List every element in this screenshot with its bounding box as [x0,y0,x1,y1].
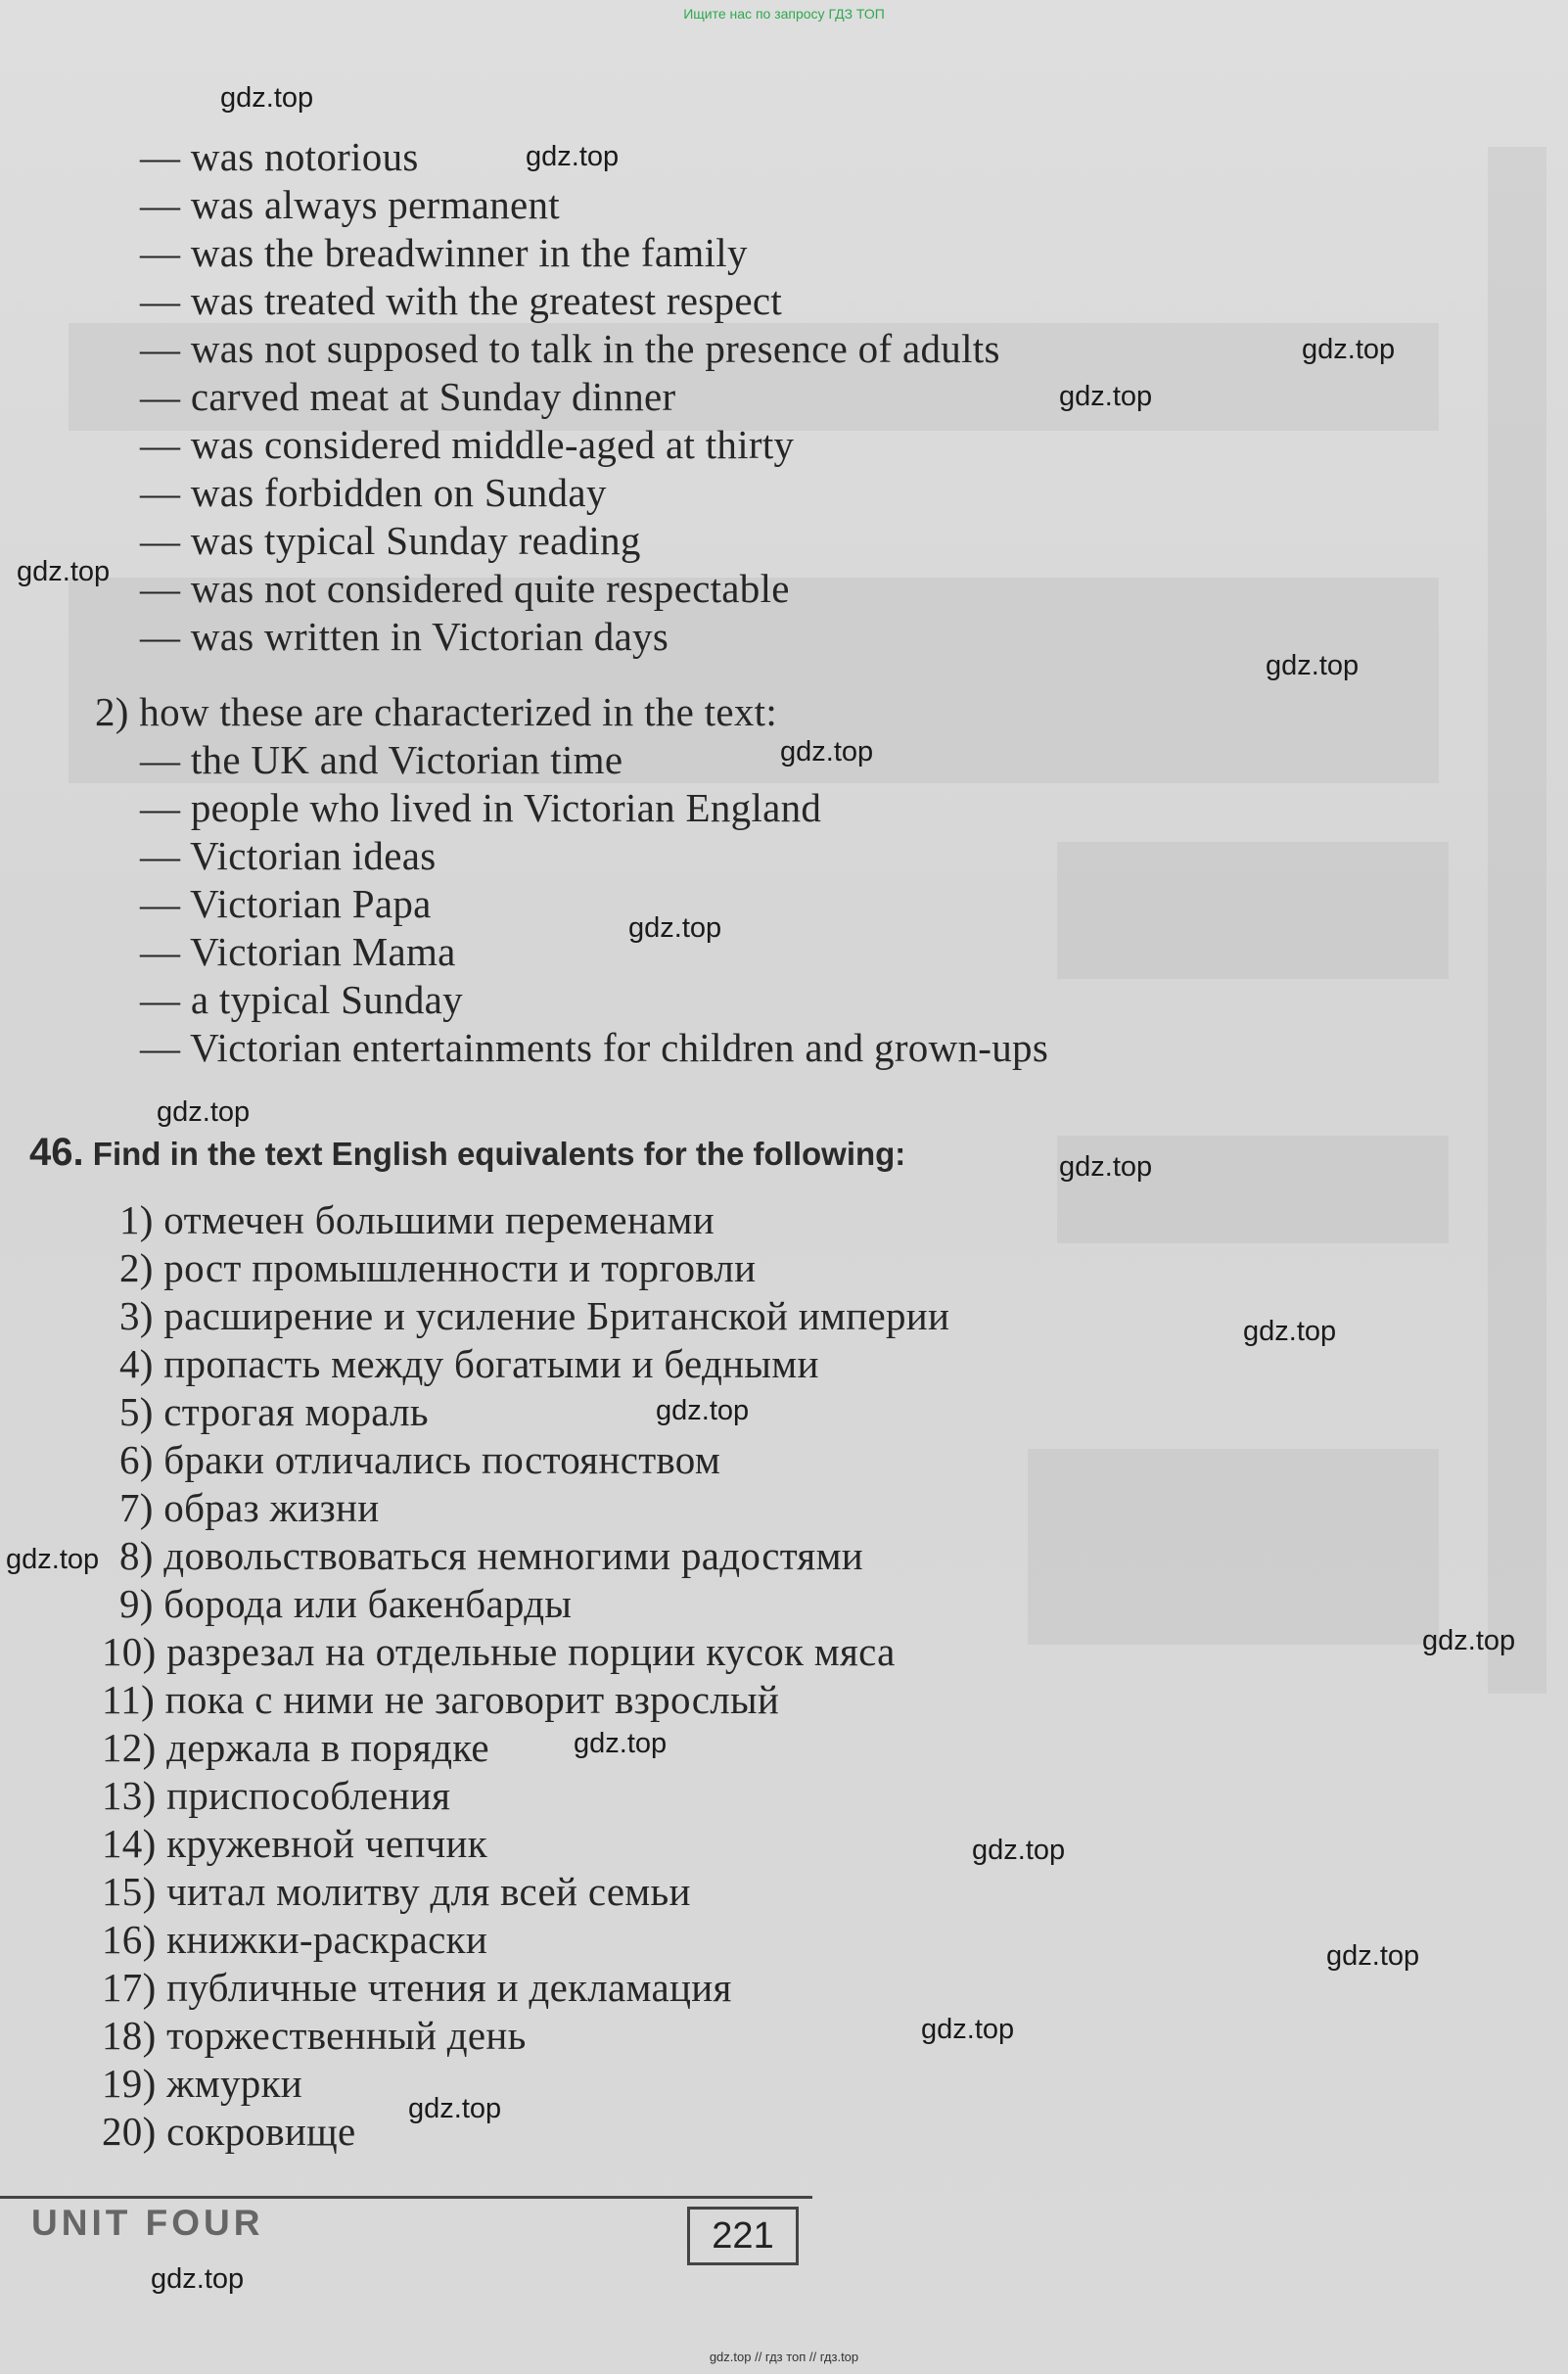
list-item: 2) рост промышленности и торговли [119,1245,757,1290]
watermark: gdz.top [526,141,620,172]
bleed-through-box [1028,1449,1439,1645]
watermark: gdz.top [1302,334,1396,365]
watermark: gdz.top [1059,381,1153,412]
list-item: 10) разрезал на отдельные порции кусок мяса [102,1629,896,1674]
list-item: — was considered middle-aged at thirty [140,422,795,467]
list-item: — was forbidden on Sunday [140,470,607,515]
list-item: — a typical Sunday [140,977,463,1022]
watermark: gdz.top [780,736,874,768]
list-item: — was always permanent [140,182,560,227]
list-item: — was written in Victorian days [140,614,669,659]
watermark: gdz.top [220,82,314,114]
bleed-through-box [1488,147,1546,1694]
list-item: — Victorian Papa [140,881,432,926]
list-item: 7) образ жизни [119,1485,380,1530]
watermark: gdz.top [1266,650,1360,681]
list-item: 17) публичные чтения и декламация [102,1965,732,2010]
section-2-title: 2) how these are characterized in the text: [95,689,778,734]
list-item: — was not supposed to talk in the presence of adults [140,326,1000,371]
exercise-number: 46. [29,1131,84,1174]
list-item: 15) читал молитву для всей семьи [102,1869,691,1914]
bleed-through-box [1057,842,1449,979]
list-item: — Victorian ideas [140,833,437,878]
footer-rule [0,2196,812,2199]
watermark: gdz.top [17,556,111,587]
list-item: 5) строгая мораль [119,1389,429,1434]
watermark: gdz.top [6,1544,100,1575]
bottom-banner: gdz.top // гдз топ // гдз.top [709,2350,859,2364]
unit-label: UNIT FOUR [31,2203,264,2243]
list-item: — was not considered quite respectable [140,566,790,611]
list-item: 11) пока с ними не заговорит взрослый [102,1677,780,1722]
exercise-heading [29,1131,905,1175]
list-item: 14) кружевной чепчик [102,1821,487,1866]
list-item: 4) пропасть между богатыми и бедными [119,1341,819,1386]
watermark: gdz.top [656,1395,750,1426]
watermark: gdz.top [1326,1940,1420,1972]
watermark: gdz.top [1422,1625,1516,1656]
list-item: 18) торжественный день [102,2013,527,2058]
watermark: gdz.top [157,1096,251,1128]
list-item: 3) расширение и усиление Британской империи [119,1293,950,1338]
list-item: 1) отмечен большими переменами [119,1197,715,1242]
list-item: 20) сокровище [102,2109,356,2154]
list-item: — was treated with the greatest respect [140,278,783,323]
watermark: gdz.top [972,1835,1066,1866]
watermark: gdz.top [628,912,722,944]
list-item: — was the breadwinner in the family [140,230,748,275]
list-item: — the UK and Victorian time [140,737,623,782]
watermark: gdz.top [1243,1316,1337,1347]
list-item: 8) довольствоваться немногими радостями [119,1533,864,1578]
list-item: — Victorian Mama [140,929,456,974]
page-number: 221 [687,2207,799,2265]
watermark: gdz.top [408,2093,502,2124]
exercise-instruction: Find in the text English equivalents for the following: [92,1136,906,1172]
list-item: — people who lived in Victorian England [140,785,822,830]
list-item: 16) книжки-раскраски [102,1917,488,1962]
list-item: 6) браки отличались постоянством [119,1437,721,1482]
list-item: — carved meat at Sunday dinner [140,374,676,419]
list-item: — was typical Sunday reading [140,518,641,563]
list-item: 9) борода или бакенбарды [119,1581,573,1626]
list-item: 19) жмурки [102,2061,303,2106]
list-item: 12) держала в порядке [102,1725,489,1770]
watermark: gdz.top [921,2014,1015,2045]
list-item: — was notorious [140,134,419,179]
watermark: gdz.top [151,2263,245,2295]
watermark: gdz.top [1059,1151,1153,1183]
list-item: 13) приспособления [102,1773,451,1818]
list-item: — Victorian entertainments for children and grown-ups [140,1025,1049,1070]
watermark: gdz.top [574,1728,668,1759]
top-banner: Ищите нас по запросу ГДЗ ТОП [683,6,885,22]
